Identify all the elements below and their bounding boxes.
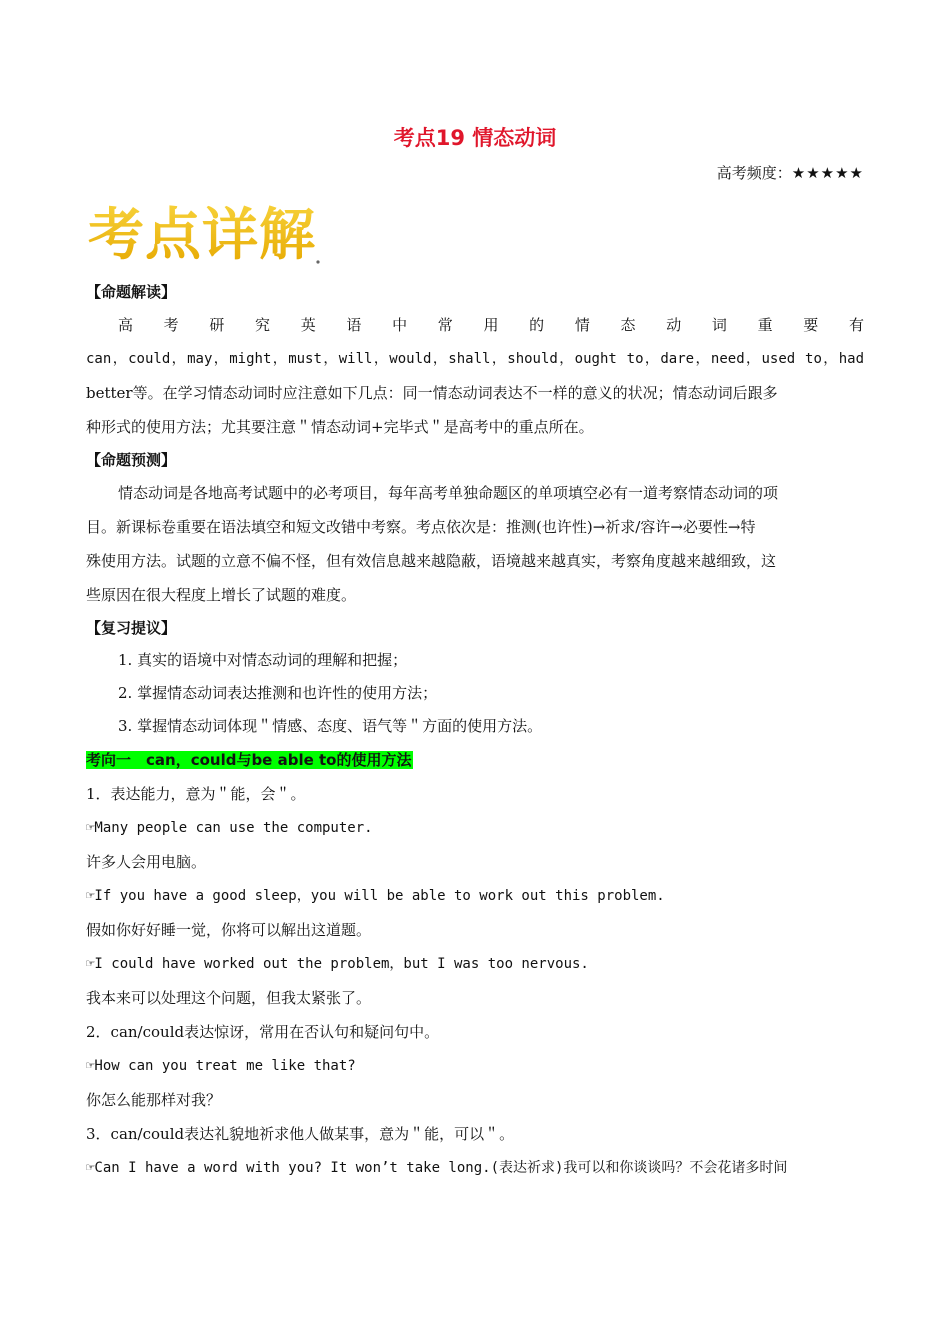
page-title: 考点19 情态动词 bbox=[393, 126, 557, 150]
main-content bbox=[86, 276, 864, 1185]
paragraph-line: 目。新课标卷重要在语法填空和短文改错中考察。考点依次是：推测(也许性)→祈求/容许→必要性→特 bbox=[86, 518, 756, 536]
frequency-stars: ★★★★★ bbox=[791, 164, 864, 182]
section-heading-interpretation: 【命题解读】 bbox=[86, 283, 177, 301]
example-sentence: ☞Many people can use the computer. bbox=[86, 820, 373, 836]
list-item: 3. 掌握情态动词体现＂情感、态度、语气等＂方面的使用方法。 bbox=[118, 717, 543, 735]
rule-line: 3．can/could表达礼貌地祈求他人做某事，意为＂能，可以＂。 bbox=[86, 1125, 515, 1143]
section-logo-image bbox=[86, 198, 326, 270]
paragraph-line: 些原因在很大程度上增长了试题的难度。 bbox=[86, 586, 357, 604]
topic-heading-row bbox=[86, 743, 864, 777]
rule-line: 1．表达能力，意为＂能，会＂。 bbox=[86, 785, 306, 803]
paragraph-line: 殊使用方法。试题的立意不偏不怪，但有效信息越来越隐蔽，语境越来越真实，考察角度越来越细致，这 bbox=[86, 552, 777, 570]
example-sentence: ☞Can I have a word with you? It won’t take long.(表达祈求)我可以和你谈谈吗？不会花诸多时间 bbox=[86, 1160, 788, 1176]
logo-text: 考点详解 bbox=[88, 202, 316, 268]
section-heading-review: 【复习提议】 bbox=[86, 619, 177, 637]
rule-line: 2．can/could表达惊讶，常用在否认句和疑问句中。 bbox=[86, 1023, 440, 1041]
translation-line: 我本来可以处理这个问题，但我太紧张了。 bbox=[86, 989, 372, 1007]
frequency-rating bbox=[717, 162, 864, 183]
example-sentence: ☞If you have a good sleep，you will be able to work out this problem. bbox=[86, 888, 665, 904]
topic-heading-highlight: 考向一 can，could与be able to的使用方法 bbox=[86, 751, 412, 769]
example-sentence: ☞How can you treat me like that? bbox=[86, 1058, 356, 1074]
frequency-label: 高考频度： bbox=[716, 164, 792, 182]
list-item: 2. 掌握情态动词表达推测和也许性的使用方法； bbox=[118, 684, 438, 702]
translation-line: 许多人会用电脑。 bbox=[86, 853, 207, 871]
paragraph-line: 种形式的使用方法；尤其要注意＂情态动词+完毕式＂是高考中的重点所在。 bbox=[86, 418, 594, 436]
paragraph-line: 情态动词是各地高考试题中的必考项目，每年高考单独命题区的单项填空必有一道考察情态动词的项 bbox=[118, 484, 779, 502]
paragraph-line: better等。在学习情态动词时应注意如下几点：同一情态动词表达不一样的意义的状况；情态动词后跟多 bbox=[86, 384, 778, 402]
translation-line: 你怎么能那样对我？ bbox=[86, 1091, 222, 1109]
translation-line: 假如你好好睡一觉，你将可以解出这道题。 bbox=[86, 921, 372, 939]
section-heading-prediction: 【命题预测】 bbox=[86, 451, 177, 469]
paragraph-line: 高 考 研 究 英 语 中 常 用 的 情 态 动 词 重 要 有 bbox=[118, 316, 864, 334]
paragraph-line: can，could，may，might，must，will，would，shall，should，ought to，dare，need，used to，had bbox=[86, 351, 864, 367]
example-sentence: ☞I could have worked out the problem，but I was too nervous. bbox=[86, 956, 589, 972]
list-item: 1. 真实的语境中对情态动词的理解和把握； bbox=[118, 651, 408, 669]
